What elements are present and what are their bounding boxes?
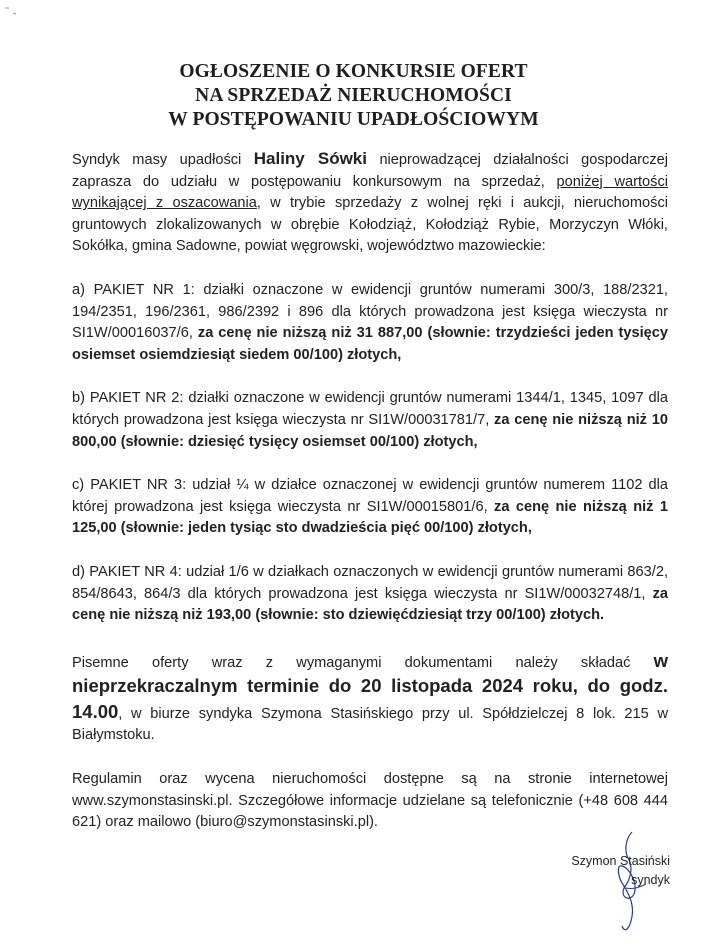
package-2 (72, 388, 668, 453)
package-2-description: b) PAKIET NR 2: działki oznaczone w ewidencji gruntów numerami 1344/1, 1345, 1097 dla których prowadzona jest księga wieczysta nr SI1W/00031781/7, (72, 390, 668, 428)
debtor-name: Haliny Sówki (253, 149, 367, 168)
offers-deadline: w nieprzekraczalnym terminie do 20 listopada 2024 roku, do godz. 14.00 (72, 649, 668, 722)
below-value-note: poniżej wartości wynikającej z oszacowania (72, 173, 668, 212)
intro-text-3: , w trybie sprzedaży z wolnej ręki i aukcji, nieruchomości gruntowych zlokalizowanych w obrębie Kołodziąż, Kołodziąż Rybie, Morzyczyn Włóki, Sokółka, gmina Sadowne, powiat węgrowski, województwo mazowieckie: (72, 195, 668, 255)
title-line-1: OGŁOSZENIE O KONKURSIE OFERT (179, 61, 528, 82)
corner-mark (4, 6, 18, 16)
package-4-description: d) PAKIET NR 4: udział 1/6 w działkach oznaczonych w ewidencji gruntów numerami 863/2, 854/8643, 864/3 dla których prowadzona jest księga wieczysta nr SI1W/00032748/1, (72, 563, 668, 602)
announcement-body (72, 148, 668, 834)
package-1-price: za cenę nie niższą niż 31 887,00 (słownie: trzydzieści jeden tysięcy osiemset osiemdziesiąt siedem 00/100) złotych, (72, 325, 668, 363)
signature-block (560, 852, 670, 890)
intro-text-2: nieprowadzącej działalności gospodarczej zaprasza do udziału w postępowaniu konkursowym na sprzedaż, (72, 152, 668, 190)
announcement-title (0, 60, 707, 132)
intro-text-1: Syndyk masy upadłości (72, 152, 254, 168)
title-line-3: W POSTĘPOWANIU UPADŁOŚCIOWYM (168, 109, 539, 130)
regulations-paragraph: Regulamin oraz wycena nieruchomości dostępne są na stronie internetowej www.szymonstasinski.pl. Szczegółowe informacje udzielane są telefonicznie (+48 608 444 621) oraz mailowo (biuro@szymonstasinski.pl). (72, 771, 668, 831)
package-1 (72, 280, 668, 366)
signatory-name: Szymon Stasiński (571, 854, 670, 868)
package-3-description: c) PAKIET NR 3: udział ¼ w działce oznaczonej w ewidencji gruntów numerem 1102 dla której prowadzona jest księga wieczysta nr SI1W/00015801/6, (72, 477, 668, 515)
package-1-description: a) PAKIET NR 1: działki oznaczone w ewidencji gruntów numerami 300/3, 188/2321, 194/2351, 196/2361, 986/2392 i 896 dla których prowadzona jest księga wieczysta nr SI1W/00016037/6, (72, 281, 668, 342)
offers-text-2: , w biurze syndyka Szymona Stasińskiego przy ul. Spółdzielczej 8 lok. 215 w Białymstoku. (72, 705, 668, 744)
offers-paragraph (72, 649, 668, 747)
title-line-2: NA SPRZEDAŻ NIERUCHOMOŚCI (195, 85, 512, 106)
package-4-price: za cenę nie niższą niż 193,00 (słownie: sto dziewięćdziesiąt trzy 00/100) złotych. (72, 585, 668, 624)
intro-paragraph (72, 148, 668, 258)
package-3 (72, 475, 668, 540)
package-3-price: za cenę nie niższą niż 1 125,00 (słownie: jeden tysiąc sto dwadzieścia pięć 00/100) złotych, (72, 498, 668, 537)
package-4 (72, 562, 668, 627)
signatory-role: syndyk (631, 873, 670, 887)
package-2-price: za cenę nie niższą niż 10 800,00 (słownie: dziesięć tysięcy osiemset 00/100) złotych, (72, 411, 668, 450)
offers-text-1: Pisemne oferty wraz z wymaganymi dokumentami należy składać (72, 654, 654, 671)
